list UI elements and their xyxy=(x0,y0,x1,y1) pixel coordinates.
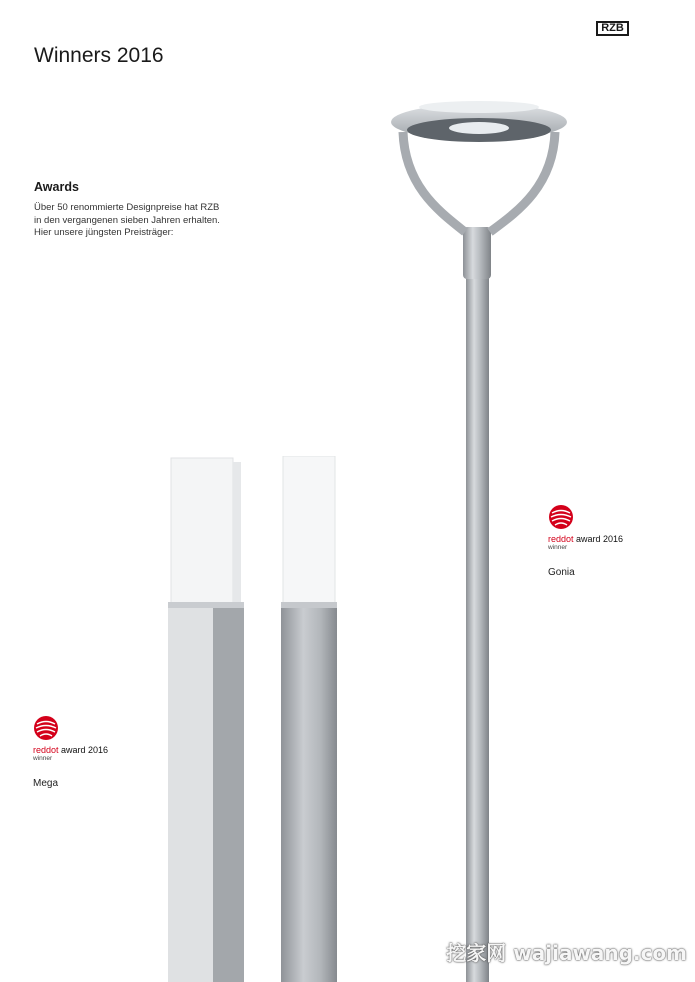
winner-label: winner xyxy=(548,544,568,551)
award-year: award 2016 xyxy=(573,534,624,544)
reddot-badge-mega xyxy=(33,715,108,789)
site-watermark: 挖家网 wajiawang.com xyxy=(446,941,687,965)
product-name-gonia: Gonia xyxy=(548,567,575,578)
awards-line: Hier unsere jüngsten Preisträger: xyxy=(34,227,174,238)
winner-label: winner xyxy=(33,755,53,762)
mega-square-bollard-image xyxy=(168,456,244,982)
reddot-award-label xyxy=(33,745,108,755)
mega-round-bollard-image xyxy=(280,456,338,982)
awards-description xyxy=(34,202,274,240)
product-name-mega: Mega xyxy=(33,778,59,789)
reddot-logo-icon xyxy=(548,504,574,530)
reddot-brand: reddot xyxy=(33,745,59,755)
reddot-brand: reddot xyxy=(548,534,574,544)
reddot-logo-icon xyxy=(33,715,59,741)
awards-line: in den vergangenen sieben Jahren erhalten. xyxy=(34,214,220,226)
page-title: Winners 2016 xyxy=(34,44,164,67)
awards-heading: Awards xyxy=(34,180,79,194)
awards-line: Über 50 renommierte Designpreise hat RZB xyxy=(34,202,220,213)
brand-logo: RZB xyxy=(596,21,629,36)
reddot-award-label xyxy=(548,534,623,544)
reddot-badge-gonia xyxy=(548,504,623,578)
gonia-street-lamp-image xyxy=(385,92,575,982)
award-year: award 2016 xyxy=(58,745,109,755)
